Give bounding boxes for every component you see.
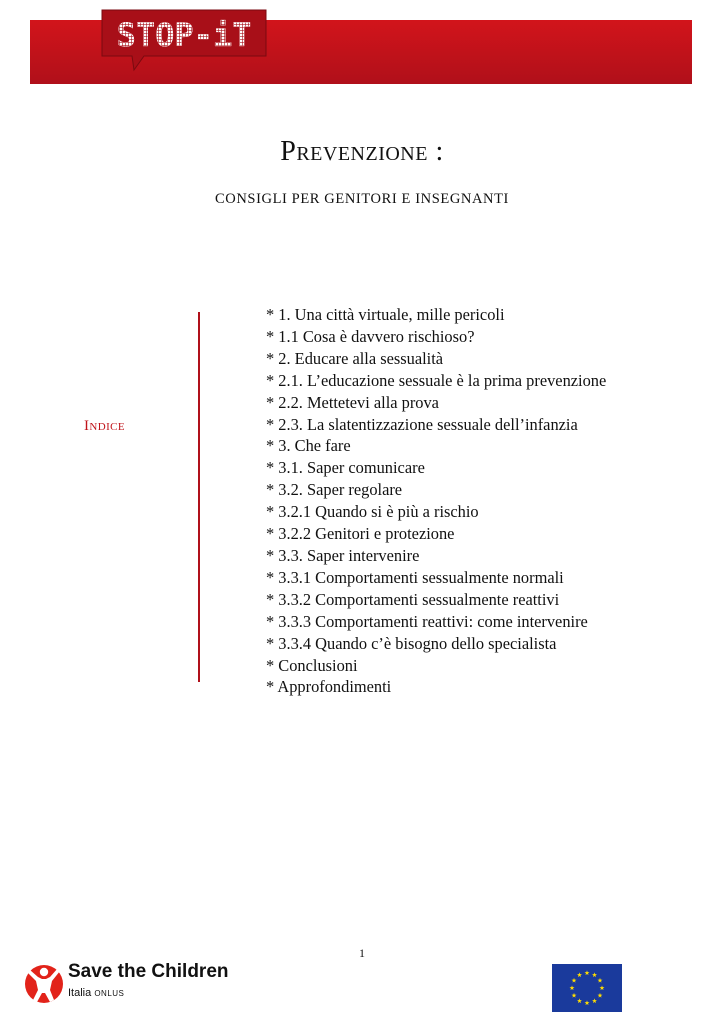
toc-item[interactable]: * 3.2. Saper regolare <box>266 480 403 500</box>
eu-star <box>592 998 597 1003</box>
save-the-children-logo <box>24 956 264 1016</box>
toc-item[interactable]: * 3.3. Saper intervenire <box>266 545 420 565</box>
eu-star <box>592 972 597 977</box>
toc-item[interactable]: * 1. Una città virtuale, mille pericoli <box>266 305 505 324</box>
child-figure-icon <box>24 956 64 1012</box>
stop-it-logo <box>96 4 272 74</box>
eu-star <box>585 1000 590 1005</box>
eu-star <box>577 998 582 1003</box>
eu-star <box>585 970 590 975</box>
toc-item[interactable]: * 3.1. Saper comunicare <box>266 458 425 478</box>
eu-star <box>572 993 577 998</box>
page-number: 1 <box>359 946 365 960</box>
toc-item[interactable]: * 3.3.1 Comportamenti sessualmente normali <box>266 567 564 587</box>
toc-item[interactable]: * 1.1 Cosa è davvero rischioso? <box>266 326 475 346</box>
eu-star <box>598 978 603 983</box>
toc-item[interactable]: * 3.2.2 Genitori e protezione <box>266 524 455 544</box>
logo-text: STOP-iT <box>116 16 252 54</box>
toc-item[interactable]: * 3.3.2 Comportamenti sessualmente reattivi <box>266 589 560 609</box>
divider-line <box>198 312 200 682</box>
org-name: Save the Children <box>68 961 229 982</box>
toc-item[interactable]: * 3.3.3 Comportamenti reattivi: come intervenire <box>266 611 588 631</box>
page-subtitle: CONSIGLI PER GENITORI E INSEGNANTI <box>214 191 509 207</box>
org-subtitle: Italia ONLUS <box>68 987 125 999</box>
toc-item[interactable]: * 2. Educare alla sessualità <box>266 348 444 368</box>
toc-item[interactable]: * Approfondimenti <box>266 677 392 697</box>
toc-item[interactable]: * 3.3.4 Quando c’è bisogno dello specialista <box>266 633 557 653</box>
eu-star <box>577 972 582 977</box>
toc-item[interactable]: * Conclusioni <box>266 655 358 675</box>
toc-item[interactable]: * 3.2.1 Quando si è più a rischio <box>266 502 479 522</box>
eu-star <box>572 978 577 983</box>
eu-star <box>598 993 603 998</box>
toc-item[interactable]: * 2.2. Mettetevi alla prova <box>266 392 439 412</box>
eu-flag-icon <box>552 964 622 1012</box>
toc-item[interactable]: * 3. Che fare <box>266 436 351 456</box>
eu-star <box>600 985 605 990</box>
page-title: Prevenzione : <box>280 136 444 167</box>
toc-item[interactable]: * 2.1. L’educazione sessuale è la prima prevenzione <box>266 370 607 390</box>
table-of-contents <box>266 304 606 698</box>
toc-item[interactable]: * 2.3. La slatentizzazione sessuale dell’infanzia <box>266 414 578 434</box>
index-label: Indice <box>84 418 126 434</box>
eu-star <box>570 985 575 990</box>
